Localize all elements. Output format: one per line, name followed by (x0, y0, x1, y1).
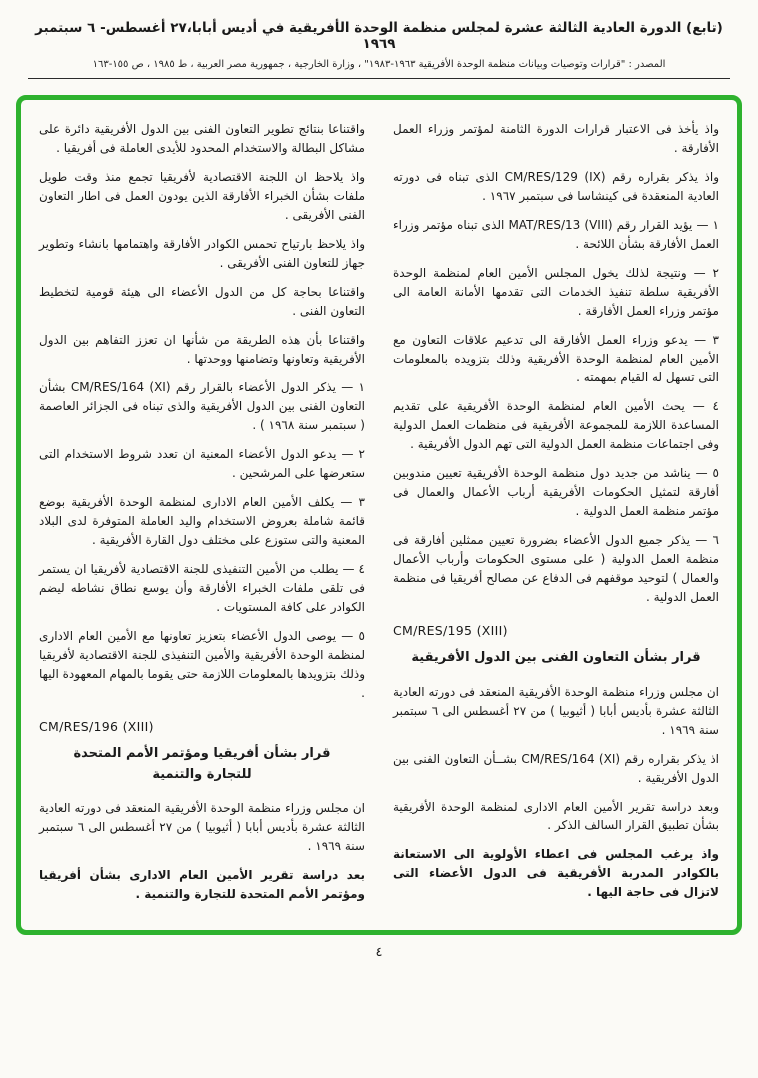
paragraph: ان مجلس وزراء منظمة الوحدة الأفريقية المنعقد فى دورته العادية الثالثة عشرة بأديس أبابا ( أثيوبيا ) من ٢٧ أغسطس الى ٦ سبتمبر سنة ١٩٦٩ . (39, 801, 365, 854)
paragraph: واذ يذكر بقراره رقم CM/RES/129 (IX) الذى تبناه فى دورته العادية المنعقدة فى كينشاسا فى سبتمبر ١٩٦٧ . (393, 169, 719, 203)
paragraph: واقتناعا بأن هذه الطريقة من شأنها ان تعزز التفاهم بين الدول الأفريقية وتعاونها وتضامنها ووحدتها . (39, 332, 365, 366)
paragraph: واذ يرغب المجلس فى اعطاء الأولوية الى الاستعانة بالكوادر المدربة الأفريقية فى الدول الأعضاء التى لاتزال فى حاجة اليها . (393, 847, 719, 900)
resolution-clause: ٥ — يوصى الدول الأعضاء بتعزيز تعاونها مع الأمين العام الادارى لمنظمة الوحدة الأفريقية والأمين التنفيذى للجنة الاقتصادية لأفريقيا وذلك بتزويدها بالمعلومات اللازمة حتى يقوما بالمهام المعهودة اليها . (39, 628, 365, 700)
resolution-clause: ٢ — يدعو الدول الأعضاء المعنية ان تعدد شروط الاستخدام التى ستعرضها على المرشحين . (39, 447, 365, 481)
source-citation: المصدر : "قرارات وتوصيات وبيانات منظمة الوحدة الأفريقية ١٩٦٣-١٩٨٣" ، وزارة الخارجية ، جمهورية مصر العربية ، ط ١٩٨٥ ، ص ١٥٥-١٦٣ (92, 59, 666, 70)
resolution-heading: قرار بشأن أفريقيا ومؤتمر الأمم المتحدة للتجارة والتنمية (73, 745, 331, 782)
column-left (39, 120, 365, 914)
paragraph: واقتناعا بحاجة كل من الدول الأعضاء الى هيئة قومية لتخطيط التعاون الفنى . (39, 284, 365, 318)
paragraph: واقتناعا بنتائج تطوير التعاون الفنى بين الدول الأفريقية دائرة على مشاكل البطالة والاستخدام المحدود للأيدى العاملة فى أفريقيا . (39, 122, 365, 155)
content-border-box (16, 95, 742, 935)
paragraph: واذ يلاحظ ان اللجنة الاقتصادية لأفريقيا تجمع منذ وقت طويل ملفات بشأن الخبراء الأفارقة الذين يودون العمل فى اطار التعاون الفنى الأفريقى . (39, 169, 365, 222)
resolution-code: CM/RES/196 (XIII) (39, 718, 154, 734)
document-title: (تابع) الدورة العادية الثالثة عشرة لمجلس منظمة الوحدة الأفريقية في أديس أبابا،٢٧ أغسطس- ٦ سبتمبر ١٩٦٩ (35, 20, 723, 52)
paragraph: بعد دراسة تقرير الأمين العام الادارى بشأن أفريقيا ومؤتمر الأمم المتحدة للتجارة والتنمية . (39, 868, 365, 902)
page-number: ٤ (375, 945, 383, 961)
resolution-clause: ٢ — ونتيجة لذلك يخول المجلس الأمين العام لمنظمة الوحدة الأفريقية سلطة تنفيذ الخدمات التى تقدمها الأمانة العامة الى مؤتمر وزراء العمل الأفارقة . (393, 265, 719, 318)
resolution-clause: ١ — يؤيد القرار رقم MAT/RES/13 (VIII) الذى تبناه مؤتمر وزراء العمل الأفارقة بشأن اللائحة . (393, 217, 719, 251)
header-divider (28, 78, 730, 79)
page-header (16, 20, 742, 79)
resolution-clause: ٣ — يدعو وزراء العمل الأفارقة الى تدعيم علاقات التعاون مع الأمين العام لمنظمة الوحدة الأفريقية وذلك بتزويده بالمعلومات التى تسهل له القيام بمهمته . (393, 332, 719, 385)
page-footer (16, 945, 742, 960)
resolution-heading: قرار بشأن التعاون الفنى بين الدول الأفريقية (411, 649, 701, 665)
paragraph: اذ يذكر بقراره رقم CM/RES/164 (XI) بشــأن التعاون الفنى بين الدول الأفريقية . (393, 751, 719, 785)
resolution-code: CM/RES/195 (XIII) (393, 622, 508, 638)
resolution-clause: ٤ — يطلب من الأمين التنفيذى للجنة الاقتصادية لأفريقيا ان يستمر فى تلقى ملفات الخبراء الأفارقة وأن يوسع نطاق نشاطه ليضم الكوادر على كافة المستويات . (39, 562, 365, 615)
resolution-clause: ٥ — يناشد من جديد دول منظمة الوحدة الأفريقية تعيين مندوبين أفارقة لتمثيل الحكومات الأفريقية أرباب الأعمال والعمال فى مؤتمر منظمة العمل الدولية . (393, 466, 719, 519)
paragraph: واذ يأخذ فى الاعتبار قرارات الدورة الثامنة لمؤتمر وزراء العمل الأفارقة . (393, 122, 719, 155)
resolution-clause: ٤ — يحث الأمين العام لمنظمة الوحدة الأفريقية على تقديم المساعدة اللازمة للمجموعة الأفريقية فى منظمات العمل الدولية وفى اجتماعات منظمة العمل الدولية التى تهم الدول الأفريقية . (393, 399, 719, 452)
column-right (393, 120, 719, 914)
paragraph: ان مجلس وزراء منظمة الوحدة الأفريقية المنعقد فى دورته العادية الثالثة عشرة بأديس أبابا ( أثيوبيا ) من ٢٧ أغسطس الى ٦ سبتمبر سنة ١٩٦٩ . (393, 684, 719, 737)
resolution-clause: ١ — يذكر الدول الأعضاء بالقرار رقم CM/RES/164 (XI) بشأن التعاون الفنى بين الدول الأفريقية والذى تبناه فى الجزائر العاصمة ( سبتمبر سنة ١٩٦٨ ) . (39, 380, 365, 433)
resolution-clause: ٦ — يذكر جميع الدول الأعضاء بضرورة تعيين ممثلين أفارقة فى منظمة العمل الدولية ( على مستوى الحكومات وأرباب الأعمال والعمال ) لتوحيد موقفهم فى الدفاع عن مصالح أفريقيا فى منظمة العمل الدولية . (393, 533, 719, 605)
paragraph: وبعد دراسة تقرير الأمين العام الادارى لمنظمة الوحدة الأفريقية بشأن تطبيق القرار السالف الذكر . (393, 799, 719, 833)
resolution-clause: ٣ — يكلف الأمين العام الادارى لمنظمة الوحدة الأفريقية بوضع قائمة شاملة بعروض الاستخدام واليد العاملة المتوفرة لدى البلاد المعنية والتى ستوزع على مختلف دول القارة الأفريقية . (39, 495, 365, 548)
paragraph: واذ يلاحظ بارتياح تحمس الكوادر الأفارقة واهتمامها بانشاء وتطوير جهاز للتعاون الفنى الأفريقى . (39, 236, 365, 270)
